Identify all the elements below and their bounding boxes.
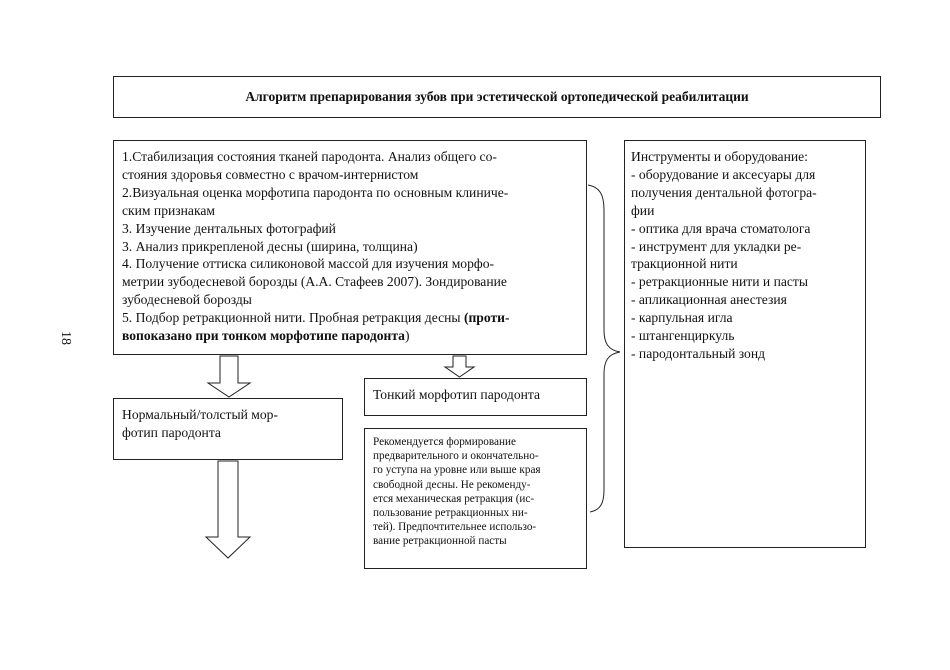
arrow-down-normal bbox=[206, 461, 250, 558]
tools-line: тракционной нити bbox=[631, 256, 738, 272]
tools-line: - пародонтальный зонд bbox=[631, 345, 766, 361]
tools-line: - оборудование и аксесуары для bbox=[631, 166, 816, 182]
normal-line: фотип пародонта bbox=[122, 425, 221, 440]
step6-tail: ) bbox=[404, 328, 410, 344]
tools-line: - апликационная анестезия bbox=[631, 292, 787, 308]
rec-line: свободной десны. Не рекоменду- bbox=[373, 478, 531, 491]
arrow-to-thin bbox=[445, 356, 474, 377]
tools-line: - оптика для врача стоматолога bbox=[631, 220, 811, 236]
page-number: 18 bbox=[58, 331, 73, 345]
tools-line: - ретракционные нити и пасты bbox=[631, 274, 809, 290]
steps-line: 4. Получение оттиска силиконовой массой для изучения морфо- bbox=[122, 256, 495, 272]
diagram-title: Алгоритм препарирования зубов при эстетической ортопедической реабилитации bbox=[245, 89, 749, 104]
rec-line: го уступа на уровне или выше края bbox=[373, 464, 541, 477]
thin-label: Тонкий морфотип пародонта bbox=[373, 387, 541, 402]
tools-line: фии bbox=[631, 202, 655, 218]
tools-line: - карпульная игла bbox=[631, 310, 733, 326]
rec-line: тей). Предпочтительнее использо- bbox=[373, 521, 537, 534]
arrow-to-normal bbox=[208, 356, 250, 397]
steps-line: 1.Стабилизация состояния тканей пародонта. Анализ общего со- bbox=[122, 149, 497, 164]
steps-line: 3. Анализ прикрепленой десны (ширина, толщина) bbox=[122, 238, 418, 254]
steps-line: 3. Изучение дентальных фотографий bbox=[122, 220, 336, 236]
rec-line: Рекомендуется формирование bbox=[373, 436, 516, 448]
tools-line: Инструменты и оборудование: bbox=[631, 149, 808, 164]
steps-line: 2.Визуальная оценка морфотипа пародонта по основным клиниче- bbox=[122, 184, 509, 200]
rec-line: вание ретракционной пасты bbox=[373, 535, 507, 548]
normal-line: Нормальный/толстый мор- bbox=[122, 407, 278, 422]
rec-line: пользование ретракционных ни- bbox=[373, 507, 528, 520]
rec-line: ется механическая ретракция (ис- bbox=[373, 492, 535, 505]
step6-bold: вопоказано при тонком морфотипе пародонта bbox=[122, 328, 405, 344]
step5-text: 5. Подбор ретракционной нити. Пробная ретракция десны bbox=[122, 310, 464, 326]
tools-line: получения дентальной фотогра- bbox=[631, 184, 817, 200]
step5-bold: (проти- bbox=[463, 310, 510, 326]
steps-line: зубодесневой борозды bbox=[122, 292, 252, 308]
steps-line: метрии зубодесневой борозды (А.А. Стафеев 2007). Зондирование bbox=[122, 274, 507, 290]
steps-line: стояния здоровья совместно с врачом-интернистом bbox=[122, 166, 419, 182]
curly-brace bbox=[588, 185, 620, 512]
rec-line: предварительного и окончательно- bbox=[373, 450, 539, 463]
steps-line: ским признакам bbox=[122, 202, 215, 218]
tools-line: - штангенциркуль bbox=[631, 328, 735, 344]
tools-line: - инструмент для укладки ре- bbox=[631, 238, 802, 254]
